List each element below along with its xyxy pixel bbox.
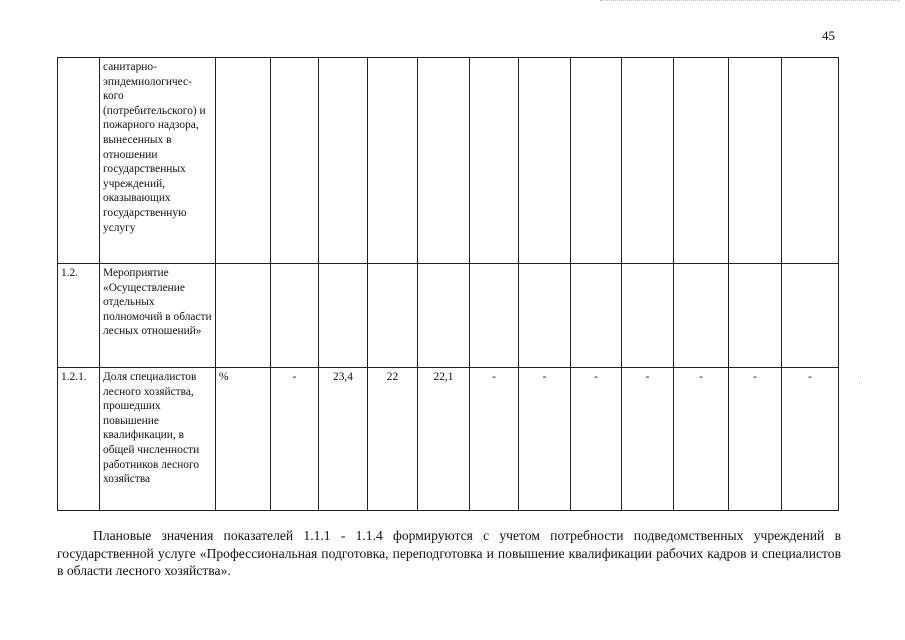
value-cell bbox=[418, 264, 470, 368]
value-cell: 22,1 bbox=[418, 368, 470, 511]
table-row bbox=[58, 264, 839, 368]
row-name: Мероприятие «Осуществление отдельных полномочий в области лесных отношений» bbox=[100, 264, 216, 368]
value-cell: - bbox=[782, 368, 839, 511]
value-cell: - bbox=[729, 368, 782, 511]
value-cell bbox=[319, 58, 368, 264]
row-number: 1.2.1. bbox=[58, 368, 100, 511]
page-number: 45 bbox=[822, 28, 835, 43]
value-cell bbox=[782, 58, 839, 264]
table-row bbox=[58, 368, 839, 511]
value-cell bbox=[674, 264, 729, 368]
value-cell bbox=[368, 264, 418, 368]
value-cell bbox=[470, 58, 519, 264]
footnote-paragraph: Плановые значения показателей 1.1.1 - 1.1.4 формируются с учетом потребности подведомственных учреждений в государственной услуге «Профессиональная подготовка, переподготовка и повышение квалификации рабочих кадров и специалистов в области лесного хозяйства». bbox=[57, 528, 841, 578]
value-cell bbox=[271, 58, 319, 264]
scan-dot: · bbox=[858, 378, 861, 388]
row-unit: % bbox=[216, 368, 271, 511]
table-row bbox=[58, 58, 839, 264]
value-cell: - bbox=[271, 368, 319, 511]
scan-artifact bbox=[600, 0, 900, 3]
row-number bbox=[58, 58, 100, 264]
value-cell: - bbox=[470, 368, 519, 511]
value-cell bbox=[519, 58, 571, 264]
value-cell bbox=[729, 264, 782, 368]
value-cell bbox=[470, 264, 519, 368]
value-cell: 23,4 bbox=[319, 368, 368, 511]
row-name: санитарно-эпидемиологичес-кого (потребительского) и пожарного надзора, вынесенных в отношении государственных учреждений, оказывающих государственную услугу bbox=[100, 58, 216, 264]
value-cell: - bbox=[571, 368, 622, 511]
value-cell bbox=[622, 264, 674, 368]
row-unit bbox=[216, 264, 271, 368]
row-unit bbox=[216, 58, 271, 264]
value-cell bbox=[319, 264, 368, 368]
value-cell bbox=[571, 264, 622, 368]
value-cell: 22 bbox=[368, 368, 418, 511]
value-cell bbox=[271, 264, 319, 368]
value-cell bbox=[782, 264, 839, 368]
indicator-table bbox=[57, 57, 839, 511]
row-number: 1.2. bbox=[58, 264, 100, 368]
value-cell bbox=[418, 58, 470, 264]
value-cell bbox=[519, 264, 571, 368]
value-cell bbox=[729, 58, 782, 264]
value-cell bbox=[368, 58, 418, 264]
value-cell bbox=[571, 58, 622, 264]
value-cell bbox=[622, 58, 674, 264]
value-cell: - bbox=[674, 368, 729, 511]
value-cell: - bbox=[622, 368, 674, 511]
value-cell: - bbox=[519, 368, 571, 511]
value-cell bbox=[674, 58, 729, 264]
row-name: Доля специалистов лесного хозяйства, прошедших повышение квалификации, в общей численности работников лесного хозяйства bbox=[100, 368, 216, 511]
